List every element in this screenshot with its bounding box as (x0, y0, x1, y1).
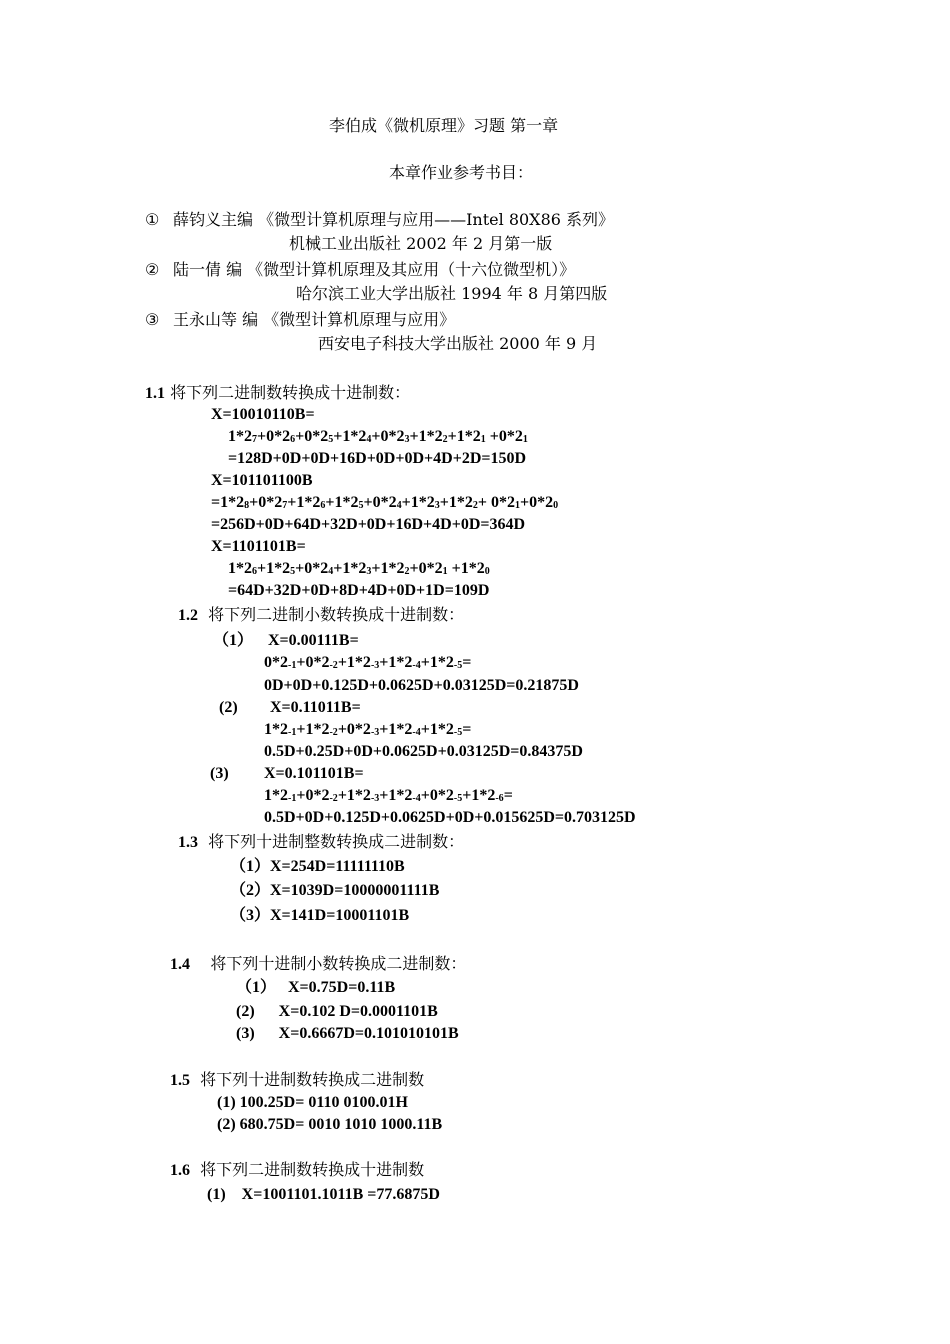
result-1-4-3: (3) X=0.6667D=0.101010101B (236, 1025, 459, 1042)
problem-1-1-c: X=1101101B= (211, 538, 306, 555)
result-1-3-1: （1）X=254D=11111110B (230, 858, 405, 875)
section-number: 1.5 (170, 1072, 190, 1089)
section-number: 1.3 (178, 834, 198, 851)
problem-1-2-c: X=0.101101B= (264, 765, 364, 782)
result-1-4-2: (2) X=0.102 D=0.0001101B (236, 1003, 438, 1020)
item-label: (2) (219, 699, 238, 716)
reference-3-title: 王永山等 编 《微型计算机原理与应用》 (173, 310, 456, 329)
expansion-1-2-a: $0*2_{-1}+0*2_{-2}+1*2_{-3}+1*2_{-4}+1*2_{-5}=$ (264, 654, 472, 671)
result-1-3-2: （2）X=1039D=10000001111B (230, 882, 440, 899)
reference-1-publisher: 机械工业出版社 2002 年 2 月第一版 (289, 234, 553, 253)
result-1-3-3: （3）X=141D=10001101B (230, 907, 410, 924)
reference-2-title: 陆一倩 编 《微型计算机原理及其应用（十六位微型机）》 (173, 260, 576, 279)
section-1-1-heading (145, 383, 410, 404)
expansion-1-2-b: $1*2_{-1}+1*2_{-2}+0*2_{-3}+1*2_{-4}+1*2_{-5}=$ (264, 721, 472, 738)
item-label: （1） (213, 632, 254, 649)
section-title: 将下列十进制整数转换成二进制数： (208, 832, 465, 851)
section-1-3-heading (178, 832, 464, 853)
expansion-1-1-a: $1*2_7+0*2_6+0*2_5+1*2_4+0*2_3+1*2_2+1*2_1 +0*2_1$ (228, 428, 528, 445)
problem-1-2-a: X=0.00111B= (268, 632, 359, 649)
result-1-5-2: (2) 680.75D= 0010 1010 1000.11B (217, 1116, 443, 1133)
result-1-1-c: =64D+32D+0D+8D+4D+0D+1D=109D (228, 582, 490, 599)
section-number: 1.4 (170, 956, 190, 973)
section-number: 1.6 (170, 1162, 190, 1179)
result-1-4-1: （1） X=0.75D=0.11B (236, 979, 396, 996)
problem-1-1-a: X=10010110B= (211, 406, 315, 423)
result-1-2-c: 0.5D+0D+0.125D+0.0625D+0D+0.015625D=0.703125D (264, 809, 636, 826)
expansion-1-1-b: $=1*2_8+0*2_7+1*2_6+1*2_5+0*2_4+1*2_3+1*2_2+ 0*2_1+0*2_0$ (211, 494, 559, 511)
section-1-2-heading (178, 605, 464, 626)
result-1-2-b: 0.5D+0.25D+0D+0.0625D+0.03125D=0.84375D (264, 743, 583, 760)
reference-2-num: ② (145, 260, 160, 279)
section-title: 将下列二进制数转换成十进制数： (170, 383, 411, 402)
problem-1-2-b: X=0.11011B= (270, 699, 361, 716)
section-1-5-heading (170, 1070, 424, 1091)
section-title: 将下列二进制数转换成十进制数 (200, 1160, 425, 1179)
result-1-5-1: (1) 100.25D= 0110 0100.01H (217, 1094, 408, 1111)
result-1-6-1: (1) X=1001101.1011B =77.6875D (207, 1186, 440, 1203)
section-title: 将下列十进制小数转换成二进制数： (210, 954, 467, 973)
reference-1-num: ① (145, 210, 160, 229)
result-1-1-a: =128D+0D+0D+16D+0D+0D+4D+2D=150D (228, 450, 527, 467)
section-number: 1.1 (145, 385, 165, 402)
section-1-6-heading (170, 1160, 424, 1181)
reference-3-publisher: 西安电子科技大学出版社 2000 年 9 月 (318, 334, 598, 353)
section-title: 将下列十进制数转换成二进制数 (200, 1070, 425, 1089)
result-1-2-a: 0D+0D+0.125D+0.0625D+0.03125D=0.21875D (264, 677, 579, 694)
reference-2-publisher: 哈尔滨工业大学出版社 1994 年 8 月第四版 (296, 284, 608, 303)
item-label: (3) (210, 765, 229, 782)
section-title: 将下列二进制小数转换成十进制数： (208, 605, 465, 624)
expansion-1-1-c: $1*2_6+1*2_5+0*2_4+1*2_3+1*2_2+0*2_1 +1*2_0$ (228, 560, 490, 577)
page-title: 李伯成《微机原理》习题 第一章 (329, 116, 559, 135)
reference-3-num: ③ (145, 310, 160, 329)
reference-heading: 本章作业参考书目： (389, 163, 534, 182)
reference-1-title: 薛钧义主编 《微型计算机原理与应用——Intel 80X86 系列》 (173, 210, 615, 229)
result-1-1-b: =256D+0D+64D+32D+0D+16D+4D+0D=364D (211, 516, 526, 533)
problem-1-1-b: X=101101100B (211, 472, 313, 489)
section-1-4-heading (170, 954, 466, 975)
expansion-1-2-c: $1*2_{-1}+0*2_{-2}+1*2_{-3}+1*2_{-4}+0*2_{-5}+1*2_{-6}=$ (264, 787, 513, 804)
section-number: 1.2 (178, 607, 198, 624)
